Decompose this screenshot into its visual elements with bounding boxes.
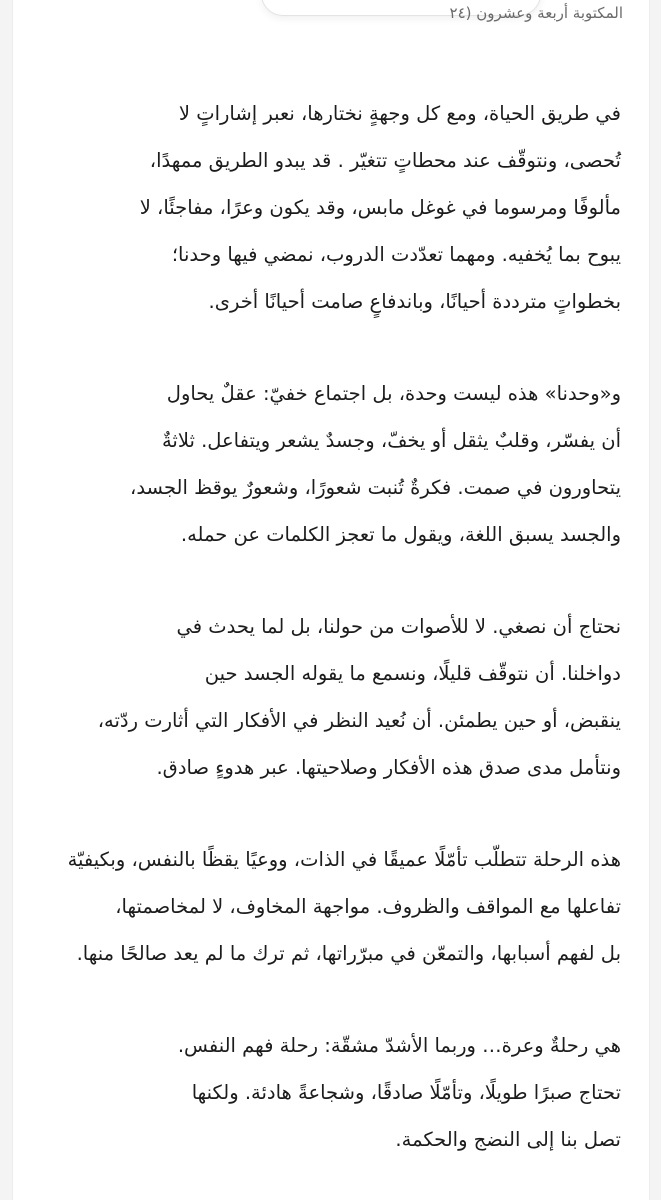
- paragraph-5-line-1: هي رحلةٌ وعرة… وربما الأشدّ مشقّة: رحلة فهم النفس.: [177, 1034, 621, 1057]
- paragraph-4-line-2: تفاعلها مع المواقف والظروف. مواجهة المخاوف، لا لمخاصمتها،: [115, 895, 621, 918]
- paragraph-gap: [53, 558, 621, 603]
- paragraph-2: [53, 370, 621, 558]
- paragraph-3-line-3: ينقبض، أو حين يطمئن. أن نُعيد النظر في الأفكار التي أثارت ردّته،: [97, 709, 621, 732]
- paragraph-4-line-1: هذه الرحلة تتطلّب تأمّلًا عميقًا في الذات، ووعيًا يقظًا بالنفس، وبكيفيّة: [67, 848, 621, 871]
- paragraph-4: [53, 836, 621, 977]
- article-body: [53, 90, 621, 1163]
- paragraph-4-line-3: بل لفهم أسبابها، والتمعّن في مبرّراتها، ثم ترك ما لم يعد صالحًا منها.: [76, 942, 621, 965]
- paragraph-gap: [53, 325, 621, 370]
- paragraph-3-line-2: دواخلنا. أن نتوقّف قليلًا، ونسمع ما يقوله الجسد حين: [204, 662, 621, 685]
- paragraph-gap: [53, 977, 621, 1022]
- paragraph-2-line-1: و«وحدنا» هذه ليست وحدة، بل اجتماع خفيّ: عقلٌ يحاول: [166, 382, 621, 405]
- paragraph-3-line-4: ونتأمل مدى صدق هذه الأفكار وصلاحيتها. عبر هدوءٍ صادق.: [156, 756, 621, 779]
- page-sheet: [12, 0, 650, 1200]
- paragraph-2-line-4: والجسد يسبق اللغة، ويقول ما تعجز الكلمات عن حمله.: [180, 523, 621, 546]
- paragraph-1-line-4: يبوح بما يُخفيه. ومهما تعدّدت الدروب، نمضي فيها وحدنا؛: [171, 243, 621, 266]
- paragraph-1-line-1: في طريق الحياة، ومع كل وجهةٍ نختارها، نعبر إشاراتٍ لا: [178, 102, 621, 125]
- paragraph-gap: [53, 791, 621, 836]
- paragraph-1: [53, 90, 621, 325]
- paragraph-5: [53, 1022, 621, 1163]
- paragraph-1-line-2: تُحصى، ونتوقّف عند محطاتٍ تتغيّر . قد يبدو الطريق ممهدًا،: [149, 149, 621, 172]
- paragraph-3: [53, 603, 621, 791]
- paragraph-2-line-3: يتحاورون في صمت. فكرةٌ تُنبت شعورًا، وشعورٌ يوقظ الجسد،: [130, 476, 621, 499]
- paragraph-1-line-3: مألوفًا ومرسوما في غوغل مابس، وقد يكون وعرًا، مفاجئًا، لا: [139, 196, 621, 219]
- paragraph-5-line-3: تصل بنا إلى النضج والحكمة.: [395, 1128, 621, 1151]
- paragraph-5-line-2: تحتاج صبرًا طويلًا، وتأمّلًا صادقًا، وشجاعةً هادئة. ولكنها: [191, 1081, 621, 1104]
- paragraph-2-line-2: أن يفسّر، وقلبٌ يثقل أو يخفّ، وجسدٌ يشعر ويتفاعل. ثلاثةٌ: [161, 429, 621, 452]
- header-caption: المكتوبة أربعة وعشرون (٢٤: [449, 4, 623, 22]
- paragraph-1-line-5: بخطواتٍ مترددة أحيانًا، وباندفاعٍ صامت أحيانًا أخرى.: [208, 290, 621, 313]
- paragraph-3-line-1: نحتاج أن نصغي. لا للأصوات من حولنا، بل لما يحدث في: [176, 615, 621, 638]
